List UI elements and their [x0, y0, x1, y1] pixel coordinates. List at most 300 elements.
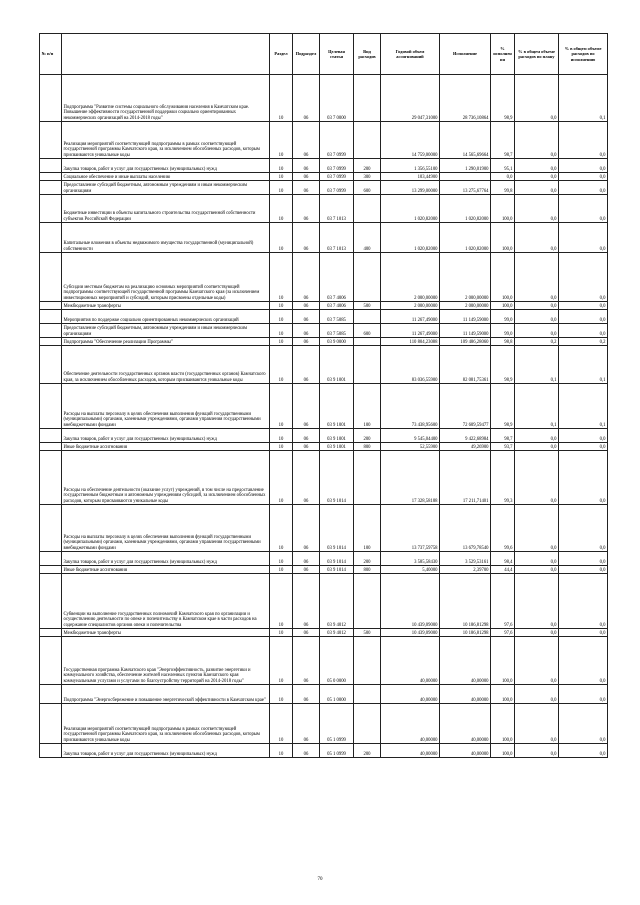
page-number: 70 — [317, 877, 323, 882]
cell-execution: 14 565,69664 — [440, 122, 491, 159]
cell-target-article: 03 7 0999 — [320, 173, 354, 181]
cell-target-article: 03 9 1014 — [320, 451, 354, 505]
cell-razdel: 10 — [270, 253, 293, 302]
cell-razdel: 10 — [270, 173, 293, 181]
table-row — [40, 223, 608, 253]
cell-annual-allocation: 40,00000 — [381, 744, 440, 758]
cell-execution-percent: 44,4 — [491, 566, 515, 574]
cell-annual-allocation: 10 439,09000 — [381, 629, 440, 637]
cell-execution: 1 020,82000 — [440, 195, 491, 223]
cell-name: Подпрограмма "Энергосбережение и повышение энергетической эффективности в Камчатском крае" — [62, 685, 270, 704]
cell-razdel: 10 — [270, 429, 293, 443]
cell-name: Иные бюджетные ассигнования — [62, 443, 270, 451]
cell-razdel: 10 — [270, 637, 293, 685]
cell-share-plan: 0,2 — [515, 338, 559, 346]
cell-target-article: 03 7 5085 — [320, 324, 354, 338]
cell-share-plan: 0,1 — [515, 384, 559, 429]
table-row — [40, 574, 608, 629]
cell-npp — [40, 302, 62, 310]
cell-target-article: 03 7 5085 — [320, 310, 354, 324]
cell-share-plan: 0,0 — [515, 181, 559, 195]
cell-podrazdel: 06 — [293, 637, 320, 685]
cell-razdel: 10 — [270, 685, 293, 704]
cell-razdel: 10 — [270, 505, 293, 552]
cell-name: Государственная программа Камчатского края "Энергоэффективность, развитие энергетики и коммунального хозяйства, обеспечение жителей населенных пунктов Камчатского края коммунальными услугами и услугами по благоустройству территорий на 2014-2018 годы" — [62, 637, 270, 685]
cell-npp — [40, 195, 62, 223]
cell-execution — [440, 173, 491, 181]
cell-podrazdel: 06 — [293, 223, 320, 253]
cell-npp — [40, 566, 62, 574]
cell-podrazdel: 06 — [293, 574, 320, 629]
cell-target-article: 03 9 1014 — [320, 566, 354, 574]
cell-npp — [40, 552, 62, 566]
cell-target-article: 03 7 1013 — [320, 223, 354, 253]
cell-execution-percent: 99,0 — [491, 324, 515, 338]
cell-execution: 13 679,78540 — [440, 505, 491, 552]
cell-podrazdel: 06 — [293, 429, 320, 443]
cell-execution: 11 149,59000 — [440, 324, 491, 338]
cell-share-fact: 0,0 — [559, 574, 608, 629]
cell-expense-type — [354, 346, 381, 384]
cell-target-article: 03 9 1001 — [320, 384, 354, 429]
cell-razdel: 10 — [270, 566, 293, 574]
cell-execution: 40,00000 — [440, 744, 491, 758]
table-row — [40, 302, 608, 310]
cell-podrazdel: 06 — [293, 324, 320, 338]
cell-execution: 10 186,81298 — [440, 629, 491, 637]
table-row — [40, 173, 608, 181]
cell-name: Расходы на выплаты персоналу в целях обеспечения выполнения функций государственными (муниципальными) органами, казенными учреждениями, органами управления государственными внебюджетными фондами — [62, 505, 270, 552]
cell-name: Мероприятия по поддержке социально ориентированных некоммерческих организаций — [62, 310, 270, 324]
header-razdel: Раздел — [270, 34, 293, 75]
cell-execution: 13 275,67764 — [440, 181, 491, 195]
cell-share-plan: 0,0 — [515, 310, 559, 324]
cell-execution-percent: 99,8 — [491, 181, 515, 195]
table-row — [40, 253, 608, 302]
cell-name: Предоставление субсидий бюджетным, автономным учреждениям и иным некоммерческим организациям — [62, 324, 270, 338]
cell-name: Расходы на выплаты персоналу в целях обеспечения выполнения функций государственными (муниципальными) органами, казенными учреждениями, органами управления государственными внебюджетными фондами — [62, 384, 270, 429]
cell-expense-type: 800 — [354, 566, 381, 574]
cell-annual-allocation: 110 804,23088 — [381, 338, 440, 346]
table-row — [40, 310, 608, 324]
cell-execution-percent: 98,9 — [491, 384, 515, 429]
cell-npp — [40, 451, 62, 505]
cell-execution-percent: 93,7 — [491, 443, 515, 451]
cell-share-plan: 0,0 — [515, 451, 559, 505]
cell-npp — [40, 637, 62, 685]
cell-annual-allocation: 5,40000 — [381, 566, 440, 574]
cell-share-plan: 0,0 — [515, 195, 559, 223]
cell-podrazdel: 06 — [293, 338, 320, 346]
cell-podrazdel: 06 — [293, 384, 320, 429]
cell-share-plan: 0,0 — [515, 505, 559, 552]
cell-npp — [40, 384, 62, 429]
cell-npp — [40, 685, 62, 704]
cell-podrazdel: 06 — [293, 173, 320, 181]
cell-execution-percent: 98,7 — [491, 429, 515, 443]
cell-razdel: 10 — [270, 629, 293, 637]
cell-name: Подпрограмма "Развитие системы социального обслуживания населения в Камчатском крае. Повышение эффективности государственной поддержки социально ориентированных некоммерческих организаций на 2014-2018 годы" — [62, 75, 270, 122]
cell-execution: 40,00000 — [440, 685, 491, 704]
cell-execution-percent: 100,0 — [491, 637, 515, 685]
cell-podrazdel: 06 — [293, 443, 320, 451]
cell-name: Капитальные вложения в объекты недвижимого имущества государственной (муниципальной) собственности — [62, 223, 270, 253]
table-header-row — [40, 34, 608, 75]
cell-share-fact: 0,0 — [559, 566, 608, 574]
cell-npp — [40, 173, 62, 181]
cell-npp — [40, 223, 62, 253]
table-row — [40, 629, 608, 637]
cell-npp — [40, 181, 62, 195]
cell-share-fact: 0,0 — [559, 451, 608, 505]
cell-expense-type: 200 — [354, 429, 381, 443]
cell-name: Закупка товаров, работ и услуг для государственных (муниципальных) нужд — [62, 552, 270, 566]
cell-target-article: 03 7 0000 — [320, 75, 354, 122]
cell-expense-type: 100 — [354, 505, 381, 552]
cell-podrazdel: 06 — [293, 552, 320, 566]
table-row — [40, 451, 608, 505]
cell-share-plan: 0,0 — [515, 122, 559, 159]
cell-share-fact: 0,0 — [559, 629, 608, 637]
cell-podrazdel: 06 — [293, 302, 320, 310]
cell-execution: 2 000,00000 — [440, 253, 491, 302]
cell-name: Обеспечение деятельности государственных органов власти (государственных органов) Камчатского края, за исключением обособленных расходов, которым присваиваются уникальные коды — [62, 346, 270, 384]
cell-execution: 49,26900 — [440, 443, 491, 451]
table-row — [40, 744, 608, 758]
cell-execution-percent: 98,7 — [491, 122, 515, 159]
table-row — [40, 505, 608, 552]
cell-razdel: 10 — [270, 574, 293, 629]
cell-expense-type: 500 — [354, 629, 381, 637]
cell-target-article: 05 0 0000 — [320, 637, 354, 685]
cell-execution-percent: 98,9 — [491, 75, 515, 122]
cell-target-article: 03 7 1013 — [320, 195, 354, 223]
cell-share-fact: 0,0 — [559, 505, 608, 552]
cell-target-article: 03 7 0999 — [320, 122, 354, 159]
cell-execution: 3 529,53161 — [440, 552, 491, 566]
cell-share-fact: 0,0 — [559, 443, 608, 451]
cell-share-plan: 0,0 — [515, 704, 559, 744]
cell-execution-percent: 100,0 — [491, 223, 515, 253]
header-expense-type: Вид расходов — [354, 34, 381, 75]
cell-podrazdel: 06 — [293, 181, 320, 195]
table-row — [40, 685, 608, 704]
cell-share-fact: 0,0 — [559, 637, 608, 685]
cell-share-fact: 0,1 — [559, 346, 608, 384]
cell-share-fact: 0,0 — [559, 223, 608, 253]
cell-name: Закупка товаров, работ и услуг для государственных (муниципальных) нужд — [62, 429, 270, 443]
cell-share-fact: 0,0 — [559, 685, 608, 704]
cell-name: Иные бюджетные ассигнования — [62, 566, 270, 574]
cell-podrazdel: 06 — [293, 159, 320, 173]
cell-name: Субсидии местным бюджетам на реализацию основных мероприятий соответствующей подпрограммы соответствующей государственной программы Камчатского края (за исключением инвестиционных мероприятий и субсидий, которым присвоены отдельные коды) — [62, 253, 270, 302]
cell-razdel: 10 — [270, 744, 293, 758]
cell-expense-type: 200 — [354, 552, 381, 566]
cell-target-article: 03 7 4006 — [320, 302, 354, 310]
cell-target-article: 03 7 0999 — [320, 159, 354, 173]
cell-target-article: 03 9 0000 — [320, 338, 354, 346]
header-share-fact: % в общем объеме расходов по исполнению — [559, 34, 608, 75]
cell-expense-type: 800 — [354, 443, 381, 451]
cell-execution-percent: 97,6 — [491, 629, 515, 637]
cell-share-fact: 0,0 — [559, 195, 608, 223]
cell-annual-allocation: 40,00000 — [381, 704, 440, 744]
cell-expense-type — [354, 704, 381, 744]
cell-share-plan: 0,0 — [515, 552, 559, 566]
cell-execution-percent: 99,0 — [491, 310, 515, 324]
cell-target-article: 03 9 1001 — [320, 429, 354, 443]
cell-npp — [40, 310, 62, 324]
cell-expense-type: 200 — [354, 744, 381, 758]
cell-razdel: 10 — [270, 324, 293, 338]
cell-execution-percent: 99,3 — [491, 451, 515, 505]
cell-podrazdel: 06 — [293, 195, 320, 223]
cell-podrazdel: 06 — [293, 310, 320, 324]
cell-share-fact: 0,0 — [559, 704, 608, 744]
cell-target-article: 03 9 4012 — [320, 574, 354, 629]
cell-share-fact: 0,0 — [559, 744, 608, 758]
cell-execution-percent: 100,0 — [491, 253, 515, 302]
cell-expense-type: 300 — [354, 173, 381, 181]
cell-share-plan: 0,0 — [515, 223, 559, 253]
cell-razdel: 10 — [270, 552, 293, 566]
cell-execution-percent: 100,0 — [491, 704, 515, 744]
cell-share-fact: 0,2 — [559, 338, 608, 346]
cell-npp — [40, 505, 62, 552]
header-target-article: Целевая статья — [320, 34, 354, 75]
cell-share-fact: 0,0 — [559, 302, 608, 310]
table-body — [40, 75, 608, 758]
cell-npp — [40, 629, 62, 637]
cell-execution-percent: 97,6 — [491, 574, 515, 629]
cell-razdel: 10 — [270, 310, 293, 324]
cell-podrazdel: 06 — [293, 566, 320, 574]
table-row — [40, 181, 608, 195]
table-row — [40, 159, 608, 173]
cell-podrazdel: 06 — [293, 346, 320, 384]
cell-execution: 2,39700 — [440, 566, 491, 574]
cell-expense-type: 400 — [354, 223, 381, 253]
cell-share-plan: 0,0 — [515, 637, 559, 685]
cell-execution-percent: 100,0 — [491, 744, 515, 758]
cell-share-fact: 0,0 — [559, 253, 608, 302]
report-page — [39, 33, 607, 758]
cell-expense-type — [354, 310, 381, 324]
cell-name: Реализация мероприятий соответствующей подпрограммы в рамках соответствующей государственной программы Камчатского края, за исключением обособленных расходов, которым присваиваются уникальные коды — [62, 122, 270, 159]
cell-name: Закупка товаров, работ и услуг для государственных (муниципальных) нужд — [62, 159, 270, 173]
table-row — [40, 429, 608, 443]
cell-execution: 1 020,82000 — [440, 223, 491, 253]
cell-execution-percent: 100,0 — [491, 302, 515, 310]
cell-podrazdel: 06 — [293, 629, 320, 637]
cell-share-plan: 0,0 — [515, 173, 559, 181]
cell-expense-type: 200 — [354, 159, 381, 173]
cell-name: Расходы на обеспечение деятельности (оказание услуг) учреждений, в том числе на предоставление государственным бюджетным и автономным учреждениям субсидий, за исключением обособленных расходов, которым присваиваются уникальные коды — [62, 451, 270, 505]
cell-execution: 2 000,00000 — [440, 302, 491, 310]
cell-share-fact: 0,0 — [559, 324, 608, 338]
cell-expense-type — [354, 338, 381, 346]
cell-execution-percent: 95,1 — [491, 159, 515, 173]
cell-razdel: 10 — [270, 346, 293, 384]
cell-share-plan: 0,0 — [515, 253, 559, 302]
cell-share-plan: 0,0 — [515, 302, 559, 310]
table-row — [40, 443, 608, 451]
cell-annual-allocation: 13 737,59758 — [381, 505, 440, 552]
cell-razdel: 10 — [270, 75, 293, 122]
cell-annual-allocation: 29 047,31000 — [381, 75, 440, 122]
cell-share-plan: 0,0 — [515, 324, 559, 338]
cell-share-fact: 0,0 — [559, 159, 608, 173]
cell-npp — [40, 429, 62, 443]
cell-target-article: 03 7 0999 — [320, 181, 354, 195]
cell-expense-type — [354, 195, 381, 223]
table-row — [40, 384, 608, 429]
cell-share-fact: 0,1 — [559, 75, 608, 122]
table-row — [40, 704, 608, 744]
cell-share-plan: 0,0 — [515, 443, 559, 451]
header-share-plan: % в общем объеме расходов по плану — [515, 34, 559, 75]
cell-npp — [40, 346, 62, 384]
cell-target-article: 05 1 0999 — [320, 704, 354, 744]
cell-razdel: 10 — [270, 443, 293, 451]
cell-execution-percent: 98,8 — [491, 338, 515, 346]
cell-target-article: 03 7 4006 — [320, 253, 354, 302]
cell-razdel: 10 — [270, 451, 293, 505]
table-row — [40, 637, 608, 685]
cell-execution: 17 211,71401 — [440, 451, 491, 505]
cell-name: Подпрограмма "Обеспечение реализации Программы" — [62, 338, 270, 346]
cell-npp — [40, 122, 62, 159]
cell-razdel: 10 — [270, 338, 293, 346]
cell-execution-percent: 99,6 — [491, 505, 515, 552]
cell-annual-allocation: 3 585,58430 — [381, 552, 440, 566]
cell-expense-type: 600 — [354, 181, 381, 195]
cell-expense-type: 600 — [354, 324, 381, 338]
table-row — [40, 552, 608, 566]
cell-execution: 109 486,28060 — [440, 338, 491, 346]
table-row — [40, 338, 608, 346]
cell-npp — [40, 75, 62, 122]
cell-share-fact: 0,0 — [559, 310, 608, 324]
cell-annual-allocation: 17 328,58188 — [381, 451, 440, 505]
cell-share-plan: 0,0 — [515, 159, 559, 173]
cell-npp — [40, 338, 62, 346]
cell-npp — [40, 744, 62, 758]
header-execution: Исполнение — [440, 34, 491, 75]
cell-share-plan: 0,0 — [515, 574, 559, 629]
cell-annual-allocation: 13 299,00000 — [381, 181, 440, 195]
cell-podrazdel: 06 — [293, 75, 320, 122]
cell-podrazdel: 06 — [293, 505, 320, 552]
cell-npp — [40, 704, 62, 744]
cell-execution-percent: 98,9 — [491, 346, 515, 384]
cell-share-fact: 0,0 — [559, 552, 608, 566]
cell-razdel: 10 — [270, 384, 293, 429]
cell-annual-allocation: 52,55900 — [381, 443, 440, 451]
cell-npp — [40, 574, 62, 629]
cell-execution: 72 609,59477 — [440, 384, 491, 429]
budget-execution-table — [39, 33, 608, 758]
cell-share-plan: 0,0 — [515, 629, 559, 637]
header-execution-percent: % исполнения — [491, 34, 515, 75]
cell-podrazdel: 06 — [293, 451, 320, 505]
cell-execution: 1 290,01900 — [440, 159, 491, 173]
header-npp: № п/п — [40, 34, 62, 75]
cell-annual-allocation: 10 439,09000 — [381, 574, 440, 629]
cell-name: Межбюджетные трансферты — [62, 629, 270, 637]
cell-target-article: 05 1 0000 — [320, 685, 354, 704]
cell-target-article: 03 9 1001 — [320, 346, 354, 384]
table-row — [40, 122, 608, 159]
cell-expense-type — [354, 75, 381, 122]
cell-target-article: 03 9 1001 — [320, 443, 354, 451]
cell-name: Социальное обеспечение и иные выплаты населению — [62, 173, 270, 181]
cell-expense-type: 500 — [354, 302, 381, 310]
cell-expense-type — [354, 574, 381, 629]
table-row — [40, 195, 608, 223]
cell-expense-type — [354, 685, 381, 704]
table-row — [40, 346, 608, 384]
cell-share-plan: 0,0 — [515, 75, 559, 122]
cell-razdel: 10 — [270, 704, 293, 744]
cell-target-article: 03 9 4012 — [320, 629, 354, 637]
table-row — [40, 75, 608, 122]
cell-execution-percent: 0,0 — [491, 173, 515, 181]
cell-annual-allocation: 40,00000 — [381, 685, 440, 704]
cell-execution: 40,00000 — [440, 637, 491, 685]
cell-share-plan: 0,0 — [515, 429, 559, 443]
cell-execution: 40,00000 — [440, 704, 491, 744]
cell-annual-allocation: 2 000,00000 — [381, 253, 440, 302]
cell-annual-allocation: 1 356,55100 — [381, 159, 440, 173]
cell-razdel: 10 — [270, 195, 293, 223]
cell-execution: 9 422,68984 — [440, 429, 491, 443]
cell-share-plan: 0,1 — [515, 346, 559, 384]
cell-razdel: 10 — [270, 122, 293, 159]
cell-npp — [40, 253, 62, 302]
cell-name: Бюджетные инвестиции в объекты капитального строительства государственной собственности субъектов Российской Федерации — [62, 195, 270, 223]
cell-podrazdel: 06 — [293, 704, 320, 744]
cell-execution: 11 149,59000 — [440, 310, 491, 324]
cell-share-fact: 0,0 — [559, 173, 608, 181]
cell-npp — [40, 159, 62, 173]
header-annual-allocation: Годовой объем ассигнований — [381, 34, 440, 75]
cell-expense-type — [354, 253, 381, 302]
header-podrazdel: Подраздел — [293, 34, 320, 75]
cell-target-article: 03 9 1014 — [320, 552, 354, 566]
cell-razdel: 10 — [270, 181, 293, 195]
cell-razdel: 10 — [270, 159, 293, 173]
cell-target-article: 03 9 1014 — [320, 505, 354, 552]
cell-share-fact: 0,0 — [559, 429, 608, 443]
cell-execution: 28 736,10864 — [440, 75, 491, 122]
cell-podrazdel: 06 — [293, 685, 320, 704]
table-row — [40, 566, 608, 574]
cell-razdel: 10 — [270, 302, 293, 310]
cell-annual-allocation: 1 020,82000 — [381, 223, 440, 253]
cell-annual-allocation: 14 759,00000 — [381, 122, 440, 159]
cell-execution-percent: 100,0 — [491, 195, 515, 223]
cell-expense-type — [354, 122, 381, 159]
cell-podrazdel: 06 — [293, 122, 320, 159]
cell-execution: 82 081,75361 — [440, 346, 491, 384]
cell-name: Межбюджетные трансферты — [62, 302, 270, 310]
cell-annual-allocation: 103,44900 — [381, 173, 440, 181]
cell-expense-type: 100 — [354, 384, 381, 429]
cell-share-plan: 0,0 — [515, 566, 559, 574]
cell-target-article: 05 1 0999 — [320, 744, 354, 758]
cell-name: Реализация мероприятий соответствующей подпрограммы в рамках соответствующей государственной программы Камчатского края, за исключением обособленных расходов, которым присваиваются уникальные коды — [62, 704, 270, 744]
